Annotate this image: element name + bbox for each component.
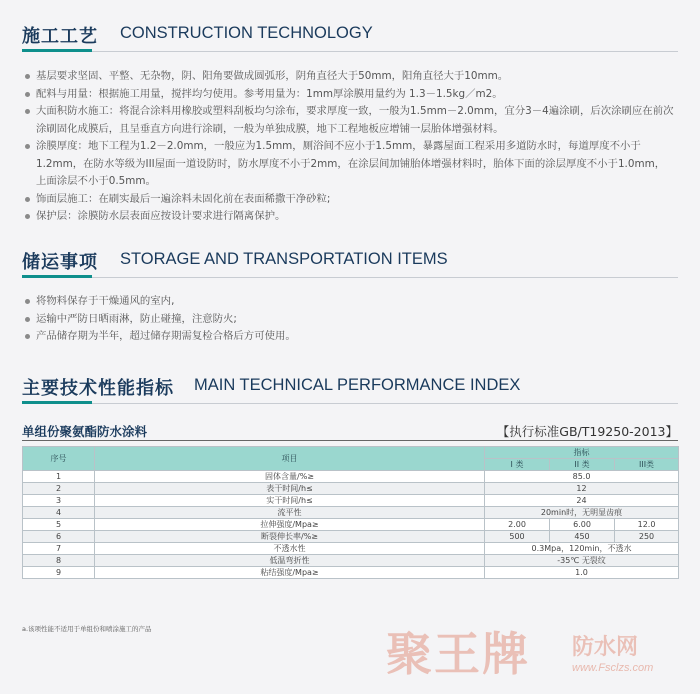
list-item: 大面积防水施工：将混合涂料用橡胶或塑料刮板均匀涂布，要求厚度一致，一般为1.5mm－2.0mm，宜分3－4遍涂刷，后次涂刷应在前次涂刷固化成膜后，且呈垂直方向进行涂刷，一般为单独成膜，地下工程地板应增铺一层胎体增强材料。 (24, 103, 674, 138)
cell-item: 表干时间/h≤ (95, 483, 485, 495)
cell-no: 6 (23, 531, 95, 543)
cell-item: 固体含量/%≥ (95, 471, 485, 483)
divider (22, 277, 678, 278)
storage-list (24, 293, 674, 346)
section-title-cn: 施工工艺 (22, 26, 98, 47)
watermark (386, 618, 686, 688)
section-title-cn: 储运事项 (22, 252, 98, 273)
accent-bar (22, 49, 92, 52)
spec-table (22, 446, 679, 579)
table-row (23, 471, 679, 483)
cell-item: 低温弯折性 (95, 555, 485, 567)
table-row (23, 555, 679, 567)
cell-no: 9 (23, 567, 95, 579)
cell-no: 7 (23, 543, 95, 555)
cell-value: 20min时，无明显齿痕 (485, 507, 679, 519)
list-item: 产品储存期为半年，超过储存期需复检合格后方可使用。 (24, 328, 674, 346)
table-standard: 【执行标准GB/T19250-2013】 (496, 424, 678, 439)
cell-value-class-1: 2.00 (485, 519, 550, 531)
list-item: 涂膜厚度：地下工程为1.2－2.0mm，一般应为1.5mm，厕浴间不应小于1.5mm，暴露屋面工程采用多道防水时，每道厚度不小于1.2mm，在防水等级为III屋面一道设防时，防水厚度不小于2mm，在涂层间加铺胎体增强材料时，胎体下面的涂层厚度不小于1.0mm，上面涂层不小于0.5mm。 (24, 138, 674, 191)
header-item: 项目 (95, 447, 485, 471)
cell-no: 1 (23, 471, 95, 483)
cell-value-class-2: 450 (550, 531, 615, 543)
header-class-3: III类 (615, 459, 679, 471)
accent-bar (22, 275, 92, 278)
section-title-cn: 主要技术性能指标 (22, 378, 174, 399)
table-row (23, 543, 679, 555)
section-title-en: STORAGE AND TRANSPORTATION ITEMS (120, 250, 448, 268)
list-item: 保护层：涂膜防水层表面应按设计要求进行隔离保护。 (24, 208, 674, 226)
cell-value-class-3: 250 (615, 531, 679, 543)
divider (22, 440, 678, 441)
table-row (23, 519, 679, 531)
accent-bar (22, 401, 92, 404)
watermark-brand: 聚王牌 (386, 627, 530, 681)
cell-item: 拉伸强度/Mpa≥ (95, 519, 485, 531)
cell-no: 3 (23, 495, 95, 507)
cell-item: 不透水性 (95, 543, 485, 555)
watermark-url: www.Fsclzs.com (572, 662, 654, 674)
cell-value: -35℃ 无裂纹 (485, 555, 679, 567)
list-item: 饰面层施工：在刷实最后一遍涂料未固化前在表面稀撒干净砂粒; (24, 191, 674, 209)
cell-item: 断裂伸长率/%≥ (95, 531, 485, 543)
construction-list (24, 68, 674, 226)
cell-value-class-2: 6.00 (550, 519, 615, 531)
list-item: 运输中严防日晒雨淋，防止碰撞，注意防火; (24, 311, 674, 329)
section-title-en: CONSTRUCTION TECHNOLOGY (120, 24, 373, 42)
section-header-construction (0, 14, 700, 54)
header-no: 序号 (23, 447, 95, 471)
cell-no: 5 (23, 519, 95, 531)
section-header-performance (0, 366, 700, 406)
table-row (23, 507, 679, 519)
section-title-en: MAIN TECHNICAL PERFORMANCE INDEX (194, 376, 521, 394)
header-index: 指标 (485, 447, 679, 459)
table-row (23, 567, 679, 579)
cell-no: 4 (23, 507, 95, 519)
table-row (23, 495, 679, 507)
cell-item: 实干时间/h≤ (95, 495, 485, 507)
cell-value-class-1: 500 (485, 531, 550, 543)
cell-no: 2 (23, 483, 95, 495)
list-item: 将物料保存于干燥通风的室内, (24, 293, 674, 311)
header-class-2: II 类 (550, 459, 615, 471)
cell-value-class-3: 12.0 (615, 519, 679, 531)
table-footnote: a.该项性能不适用于单组份和喷涂施工的产品 (22, 625, 152, 633)
cell-item: 流平性 (95, 507, 485, 519)
divider (22, 51, 678, 52)
table-title: 单组份聚氨酯防水涂料 (22, 424, 148, 439)
list-item: 基层要求坚固、平整、无杂物，阴、阳角要做成圆弧形，阴角直径大于50mm，阳角直径大于10mm。 (24, 68, 674, 86)
header-class-1: I 类 (485, 459, 550, 471)
cell-value: 85.0 (485, 471, 679, 483)
table-row (23, 483, 679, 495)
divider (22, 403, 678, 404)
table-row (23, 531, 679, 543)
cell-no: 8 (23, 555, 95, 567)
list-item: 配料与用量：根据施工用量，搅拌均匀使用。参考用量为：1mm厚涂膜用量约为 1.3－1.5kg／m2。 (24, 86, 674, 104)
cell-value: 24 (485, 495, 679, 507)
watermark-sub: 防水网 (572, 635, 639, 660)
cell-value: 1.0 (485, 567, 679, 579)
cell-item: 粘结强度/Mpa≥ (95, 567, 485, 579)
section-header-storage (0, 240, 700, 280)
cell-value: 0.3Mpa，120min，不透水 (485, 543, 679, 555)
cell-value: 12 (485, 483, 679, 495)
